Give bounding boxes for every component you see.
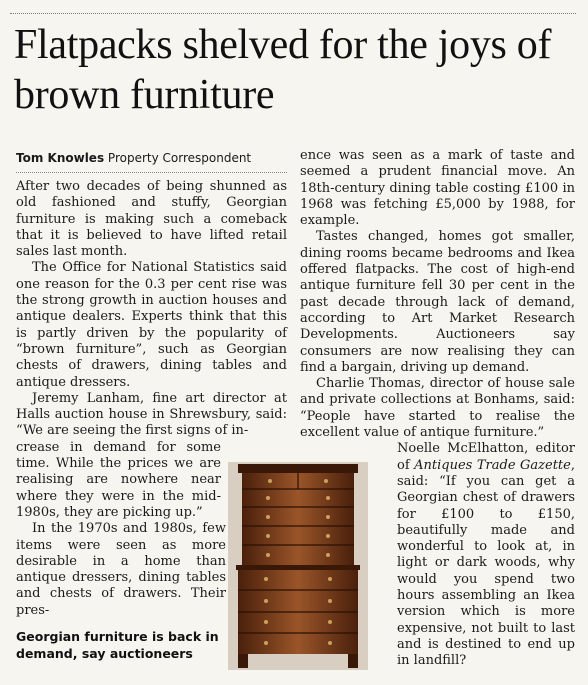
text: Noelle McElhatton, editor of	[397, 441, 575, 473]
paragraph: The Office for National Statistics said one reason for the 0.3 per cent rise was the strong growth in auction houses and antique dealers. Experts think that this is partly driven by the popularity of “brown furniture”, such as Georgian chests of drawers, dining tables and antique dressers.	[16, 260, 287, 390]
paragraph	[397, 441, 575, 669]
headline: Flatpacks shelved for the joys of brown furniture	[14, 22, 552, 118]
byline-role: Property Correspondent	[107, 151, 252, 165]
paragraph: After two decades of being shunned as old fashioned and stuffy, Georgian furniture is making such a comeback that it is believed to have lifted retail sales last month.	[16, 179, 287, 260]
paragraph: Jeremy Lanham, fine art director at Halls auction house in Shrewsbury, said: “We are seeing the first signs of in-	[16, 390, 287, 439]
paragraph: In the 1970s and 1980s, few items were seen as more desirable in a home than antique dressers, dining tables and chests of drawers. Their pres-	[16, 521, 226, 618]
text: , said: “If you can get a Georgian chest of drawers for £100 to £150, beautifully made and wonderful to look at, in light or dark woods, why would you spend two hours assembling an Ikea version which is more expensive, not built to last and is destined to end up in landfill?	[397, 457, 575, 669]
paragraph: ence was seen as a mark of taste and seemed a prudent financial move. An 18th-century dining table costing £100 in 1968 was fetching £5,000 by 1988, for example.	[300, 148, 575, 229]
photo-caption: Georgian furniture is back in demand, say auctioneers	[16, 629, 219, 661]
chest-of-drawers-photo	[228, 462, 368, 670]
byline-author: Tom Knowles	[16, 151, 105, 165]
paragraph: Tastes changed, homes got smaller, dining rooms became bedrooms and Ikea offered flatpacks. The cost of high-end antique furniture fell 30 per cent in the past decade through lack of demand, according to Art Market Research Developments. Auctioneers say consumers are now realising they can find a bargain, driving up demand.	[300, 229, 575, 375]
paragraph: crease in demand for some time. While the prices we are realising are nowhere near where they were in the mid-1980s, they are picking up.”	[16, 439, 221, 520]
top-divider	[10, 13, 576, 14]
paragraph: Charlie Thomas, director of house sale and private collections at Bonhams, said: “People have started to realise the excellent value of antique furniture.”	[300, 376, 575, 441]
publication-name: Antiques Trade Gazette	[414, 457, 571, 473]
byline	[16, 150, 287, 173]
